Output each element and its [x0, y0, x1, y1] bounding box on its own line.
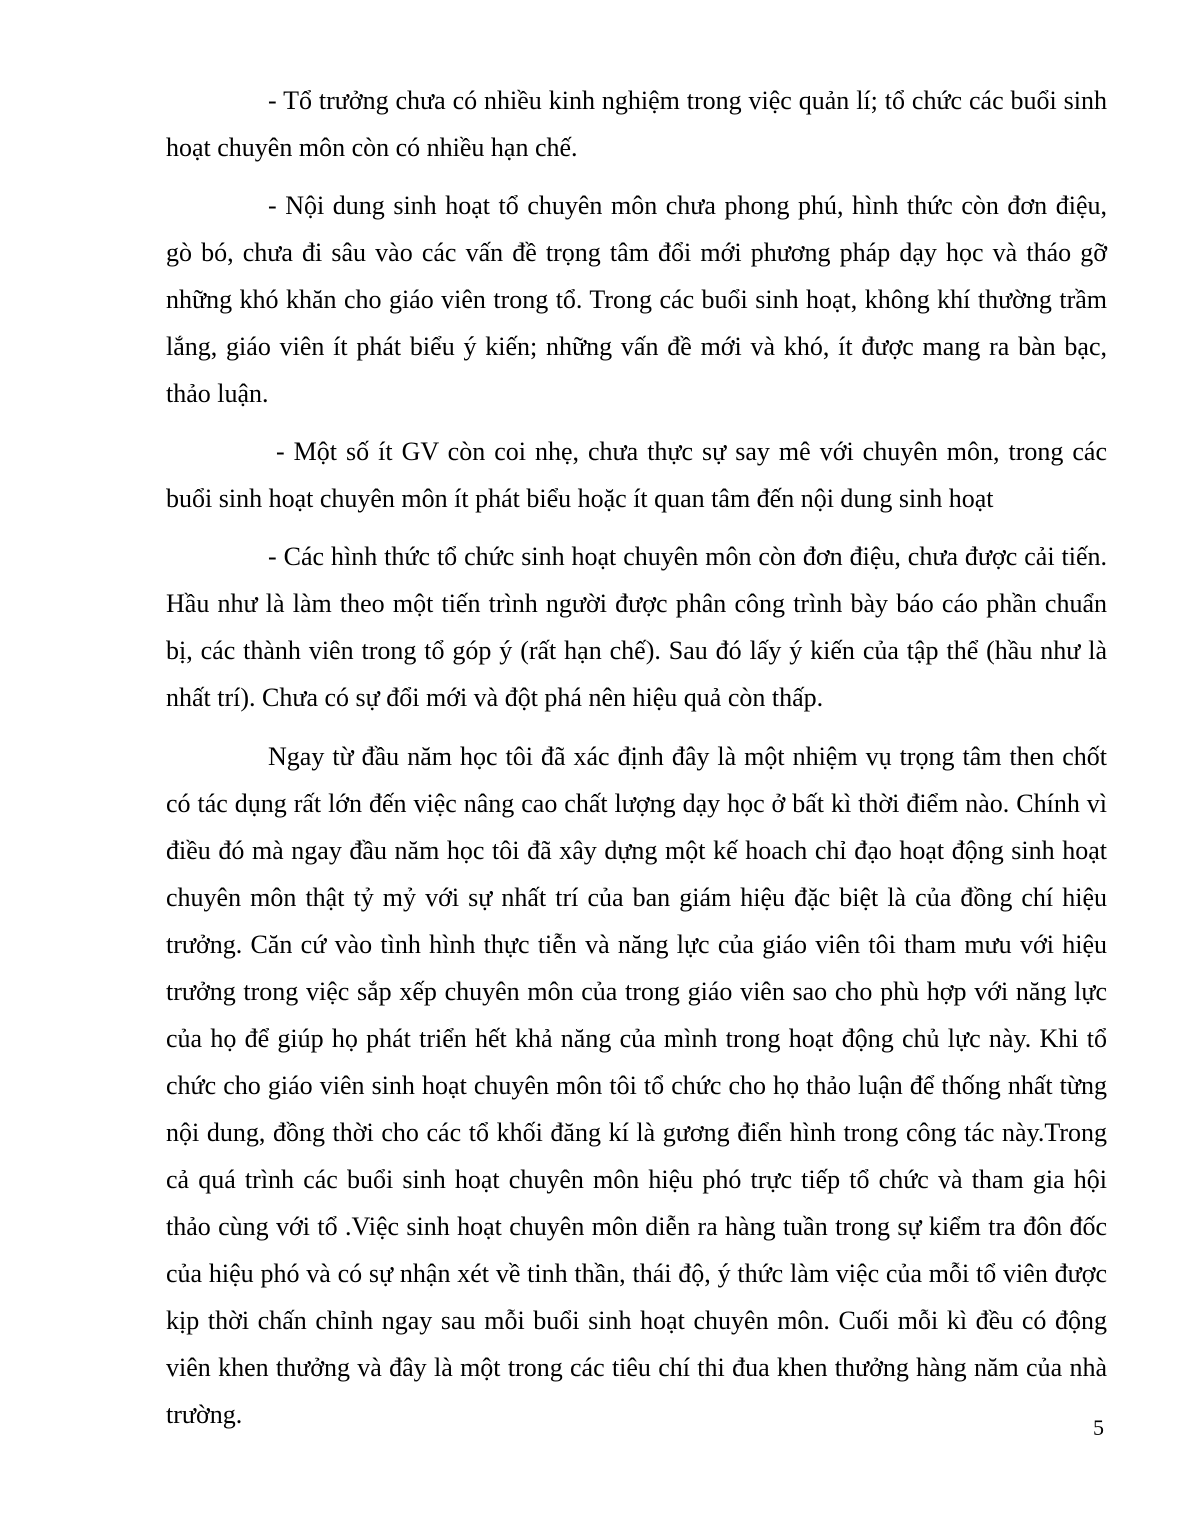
paragraph-activity-content: - Nội dung sinh hoạt tổ chuyên môn chưa phong phú, hình thức còn đơn điệu, gò bó, chưa đi sâu vào các vấn đề trọng tâm đổi mới phương pháp dạy học và tháo gỡ những khó khăn cho giáo viên trong tổ. Trong các buổi sinh hoạt, không khí thường trầm lắng, giáo viên ít phát biểu ý kiến; những vấn đề mới và khó, ít được mang ra bàn bạc, thảo luận.	[166, 191, 1107, 408]
page-number: 5	[1093, 1415, 1104, 1440]
paragraph-teacher-attitude: - Một số ít GV còn coi nhẹ, chưa thực sự say mê với chuyên môn, trong các buổi sinh hoạt chuyên môn ít phát biểu hoặc ít quan tâm đến nội dung sinh hoạt	[166, 437, 1107, 513]
paragraph-team-leader-experience: - Tổ trưởng chưa có nhiều kinh nghiệm trong việc quản lí; tổ chức các buổi sinh hoạt chuyên môn còn có nhiều hạn chế.	[166, 86, 1107, 162]
paragraph-activity-forms: - Các hình thức tổ chức sinh hoạt chuyên môn còn đơn điệu, chưa được cải tiến. Hầu như là làm theo một tiến trình người được phân công trình bày báo cáo phần chuẩn bị, các thành viên trong tổ góp ý (rất hạn chế). Sau đó lấy ý kiến của tập thể (hầu như là nhất trí). Chưa có sự đổi mới và đột phá nên hiệu quả còn thấp.	[166, 542, 1107, 712]
paragraph-school-year-plan: Ngay từ đầu năm học tôi đã xác định đây là một nhiệm vụ trọng tâm then chốt có tác dụng rất lớn đến việc nâng cao chất lượng dạy học ở bất kì thời điểm nào. Chính vì điều đó mà ngay đầu năm học tôi đã xây dựng một kế hoach chỉ đạo hoạt động sinh hoạt chuyên môn thật tỷ mỷ với sự nhất trí của ban giám hiệu đặc biệt là của đồng chí hiệu trưởng. Căn cứ vào tình hình thực tiễn và năng lực của giáo viên tôi tham mưu với hiệu trưởng trong việc sắp xếp chuyên môn của trong giáo viên sao cho phù hợp với năng lực của họ để giúp họ phát triển hết khả năng của mình trong hoạt động chủ lực này. Khi tổ chức cho giáo viên sinh hoạt chuyên môn tôi tổ chức cho họ thảo luận để thống nhất từng nội dung, đồng thời cho các tổ khối đăng kí là gương điển hình trong công tác này.Trong cả quá trình các buổi sinh hoạt chuyên môn hiệu phó trực tiếp tổ chức và tham gia hội thảo cùng với tổ .Việc sinh hoạt chuyên môn diễn ra hàng tuần trong sự kiểm tra đôn đốc của hiệu phó và có sự nhận xét về tinh thần, thái độ, ý thức làm việc của mỗi tổ viên được kịp thời chấn chỉnh ngay sau mỗi buổi sinh hoạt chuyên môn. Cuối mỗi kì đều có động viên khen thưởng và đây là một trong các tiêu chí thi đua khen thưởng hàng năm của nhà trường.	[166, 742, 1107, 1429]
